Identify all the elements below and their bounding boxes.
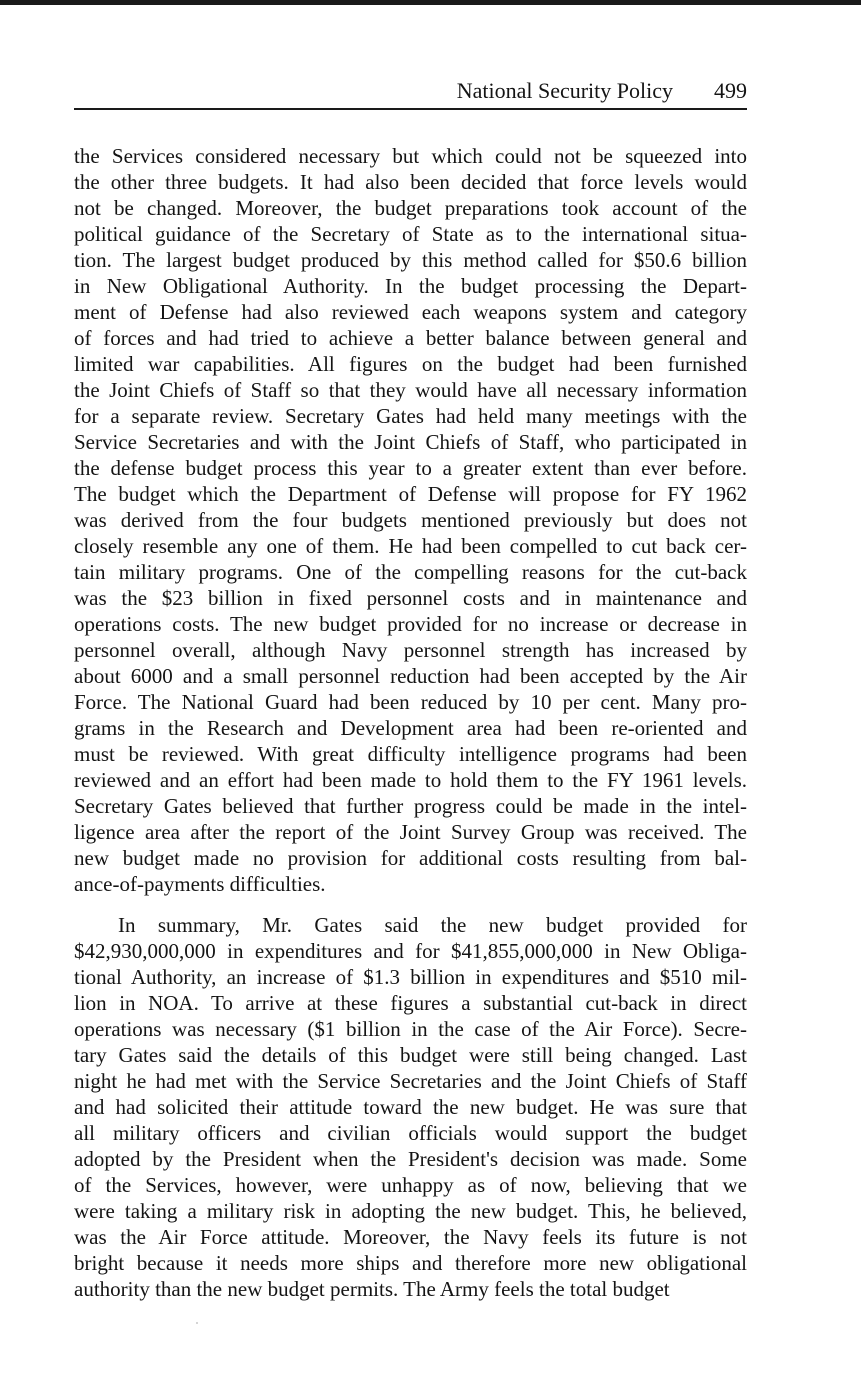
text-line: of the Services, however, were unhappy as of now, believing that we [74,1173,747,1197]
text-line: was derived from the four budgets mentioned previously but does not [74,508,747,532]
text-line: was the $23 billion in fixed personnel costs and in maintenance and [74,586,747,610]
text-line: reviewed and an effort had been made to hold them to the FY 1961 levels. [74,768,747,792]
text-line: tary Gates said the details of this budget were still being changed. Last [74,1043,747,1067]
paper-speck [196,1322,198,1324]
text-line: all military officers and civilian officials would support the budget [74,1121,747,1145]
text-line: Secretary Gates believed that further progress could be made in the intel- [74,794,747,818]
text-line: $42,930,000,000 in expenditures and for $41,855,000,000 in New Obliga- [74,939,747,963]
text-line: the other three budgets. It had also been decided that force levels would [74,170,747,194]
text-line: operations costs. The new budget provided for no increase or decrease in [74,612,747,636]
text-line: for a separate review. Secretary Gates had held many meetings with the [74,404,747,428]
text-line: and had solicited their attitude toward the new budget. He was sure that [74,1095,747,1119]
text-line: must be reviewed. With great difficulty intelligence programs had been [74,742,747,766]
text-line: Service Secretaries and with the Joint Chiefs of Staff, who participated in [74,430,747,454]
text-line: night he had met with the Service Secretaries and the Joint Chiefs of Staff [74,1069,747,1093]
text-line: about 6000 and a small personnel reduction had been accepted by the Air [74,664,747,688]
text-line: In summary, Mr. Gates said the new budget provided for [118,913,747,937]
running-head [74,76,747,110]
text-line: tional Authority, an increase of $1.3 billion in expenditures and $510 mil- [74,965,747,989]
text-line: tain military programs. One of the compelling reasons for the cut-back [74,560,747,584]
text-line: Force. The National Guard had been reduced by 10 per cent. Many pro- [74,690,747,714]
running-head-title: National Security Policy [456,78,673,103]
text-line: limited war capabilities. All figures on the budget had been furnished [74,352,747,376]
text-line: not be changed. Moreover, the budget preparations took account of the [74,196,747,220]
text-line: operations was necessary ($1 billion in the case of the Air Force). Secre- [74,1017,747,1041]
body-text [74,143,747,1302]
text-line: new budget made no provision for additional costs resulting from bal- [74,846,747,870]
text-line: bright because it needs more ships and therefore more new obligational [74,1251,747,1275]
paragraph [74,912,747,1302]
text-line: authority than the new budget permits. The Army feels the total budget [74,1277,670,1301]
text-line: the Services considered necessary but which could not be squeezed into [74,144,747,168]
text-line: was the Air Force attitude. Moreover, the Navy feels its future is not [74,1225,747,1249]
text-line: ligence area after the report of the Joint Survey Group was received. The [74,820,747,844]
text-line: were taking a military risk in adopting the new budget. This, he believed, [74,1199,747,1223]
text-line: ment of Defense had also reviewed each weapons system and category [74,300,747,324]
paragraph [74,143,747,897]
text-line: tion. The largest budget produced by this method called for $50.6 billion [74,248,747,272]
text-line: closely resemble any one of them. He had been compelled to cut back cer- [74,534,747,558]
paragraph-gap [74,897,747,912]
text-line: grams in the Research and Development area had been re-oriented and [74,716,747,740]
text-line: The budget which the Department of Defense will propose for FY 1962 [74,482,747,506]
text-line: personnel overall, although Navy personnel strength has increased by [74,638,747,662]
text-line: the defense budget process this year to a greater extent than ever before. [74,456,747,480]
text-line: ance-of-payments difficulties. [74,872,326,896]
text-line: adopted by the President when the President's decision was made. Some [74,1147,747,1171]
text-line: in New Obligational Authority. In the budget processing the Depart- [74,274,747,298]
text-line: of forces and had tried to achieve a better balance between general and [74,326,747,350]
page-number: 499 [714,78,747,103]
text-line: lion in NOA. To arrive at these figures a substantial cut-back in direct [74,991,747,1015]
text-line: the Joint Chiefs of Staff so that they would have all necessary information [74,378,747,402]
text-line: political guidance of the Secretary of State as to the international situa- [74,222,747,246]
page-top-edge [0,0,861,5]
